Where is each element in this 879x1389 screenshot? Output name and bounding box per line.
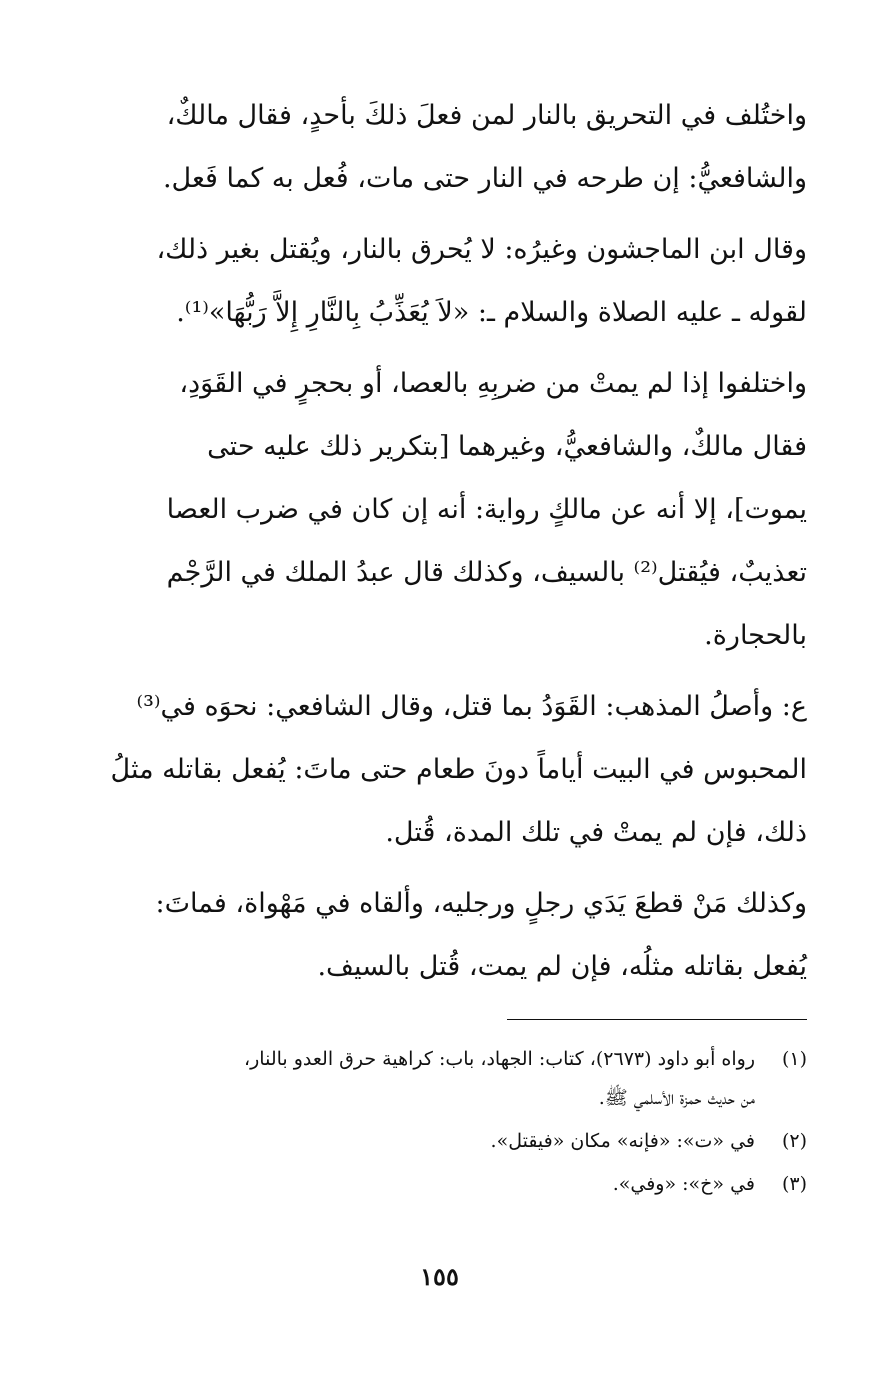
text-line: والشافعيُّ: إن طرحه في النار حتى مات، فُعل به كما فَعل. [162,163,807,194]
text-line: المحبوس في البيت أياماً دونَ طعام حتى ماتَ: يُفعل بقاتله مثلُ [110,754,807,785]
footnote [80,1040,807,1118]
text-line: بالحجارة. [704,620,807,651]
footnote-line: رواه أبو داود (٢٦٧٣)، كتاب: الجهاد، باب: كراهية حرق العدو بالنار، [243,1048,755,1070]
text-line: تعذيبٌ، فيُقتل⁽²⁾ بالسيف، وكذلك قال عبدُ الملك في الرَّجْم [166,557,807,588]
text-line: ذلك، فإن لم يمتْ في تلك المدة، قُتل. [385,817,807,848]
footnote-text [80,1165,755,1204]
footnote-text [80,1040,755,1118]
footnote-line: في «ت»: «فإنه» مكان «فيقتل». [490,1130,755,1152]
paragraph [96,218,807,344]
footnote-separator [507,1019,807,1020]
text-line: واختلفوا إذا لم يمتْ من ضربِهِ بالعصا، أو بحجرٍ في القَوَدِ، [179,368,807,399]
text-line: ع: وأصلُ المذهب: القَوَدُ بما قتل، وقال الشافعي: نحوَه في⁽³⁾ [136,691,807,722]
paragraph [96,352,807,667]
footnote-number: (٣) [781,1173,807,1195]
footnote-text [80,1122,755,1161]
footnote-line: من حديث حمزة الأسلمي ﷺ. [598,1087,755,1109]
footnote [80,1165,807,1204]
text-line: لقوله ـ عليه الصلاة والسلام ـ: «لاَ يُعَذِّبُ بِالنَّارِ إِلاَّ رَبُّهَا»⁽¹⁾. [176,297,807,328]
text-line: يُفعل بقاتله مثلُه، فإن لم يمت، قُتل بالسيف. [317,951,807,982]
text-line: وقال ابن الماجشون وغيرُه: لا يُحرق بالنار، ويُقتل بغير ذلك، [156,234,807,265]
main-text [96,84,807,1006]
paragraph [96,675,807,864]
footnotes [80,1040,807,1208]
text-line: يموت]، إلا أنه عن مالكٍ رواية: أنه إن كان في ضرب العصا [166,494,807,525]
footnote-number: (٢) [781,1130,807,1152]
text-line: وكذلك مَنْ قطعَ يَدَي رجلٍ ورجليه، وألقاه في مَهْواة، فماتَ: [155,888,807,919]
footnote-number: (١) [781,1048,807,1070]
footnote-line: في «خ»: «وفي». [612,1173,755,1195]
page-number: ١٥٥ [420,1262,459,1291]
footnote [80,1122,807,1161]
text-line: واختُلف في التحريق بالنار لمن فعلَ ذلكَ بأحدٍ، فقال مالكٌ، [166,100,807,131]
text-line: فقال مالكٌ، والشافعيُّ، وغيرهما [بتكرير ذلك عليه حتى [207,431,807,462]
paragraph [96,872,807,998]
paragraph [96,84,807,210]
